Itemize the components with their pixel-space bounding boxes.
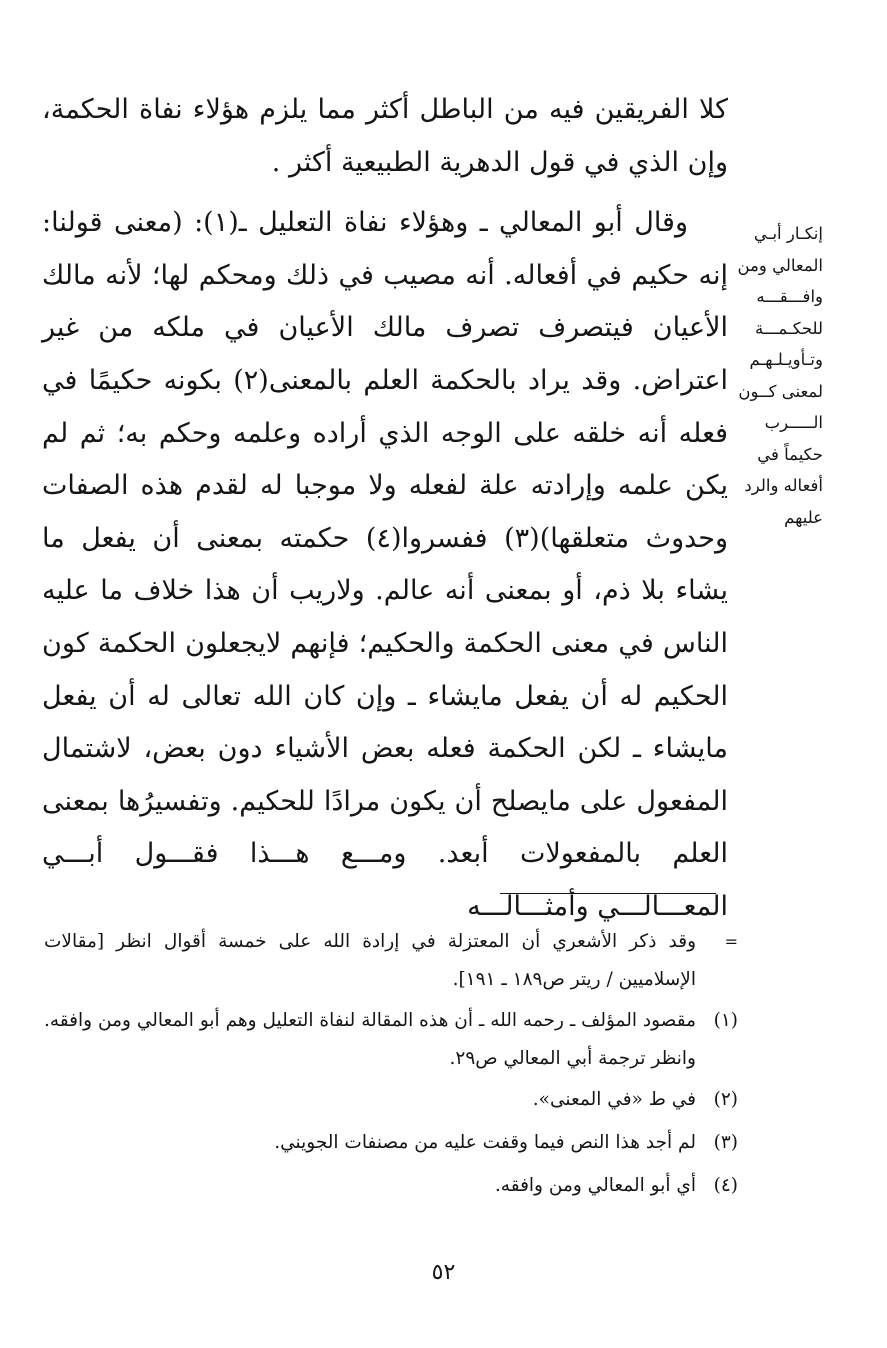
footnote-number: (٣) [713, 1132, 738, 1153]
margin-note-line: حكيماً في [757, 444, 823, 464]
footnote-text: مقصود المؤلف ـ رحمه الله ـ أن هذه المقالة لنفاة التعليل وهم أبو المعالي ومن وافقه. وانظر ترجمة أبي المعالي ص٢٩. [44, 1010, 696, 1069]
margin-note-line: عليهم [784, 507, 823, 527]
margin-note-line: للحكـمـــة [755, 318, 823, 338]
footnote-separator [500, 893, 716, 894]
margin-note-line: لمعنى كــون [738, 381, 823, 401]
footnote-marker: = [724, 932, 738, 951]
paragraph-2: وقال أبو المعالي ـ وهؤلاء نفاة التعليل ـ(١): (معنى قولنا: إنه حكيم في أفعاله. أنه مصيب في ذلك ومحكم لها؛ لأنه مالك الأعيان فيتصرف تصرف مالك الأعيان في ملكه من غير اعتراض. وقد يراد بالحكمة العلم بالمعنى(٢) بكونه حكيمًا في فعله أنه خلقه على الوجه الذي أراده وعلمه وحكم به؛ ثم لم يكن علمه وإرادته علة لفعله ولا موجبا له لقدم هذه الصفات وحدوث متعلقها)(٣) ففسروا(٤) حكمته بمعنى أن يفعل ما يشاء بلا ذم، أو بمعنى أنه عالم. ولاريب أن هذا خلاف ما عليه الناس في معنى الحكمة والحكيم؛ فإنهم لايجعلون الحكمة كون الحكيم له أن يفعل مايشاء ـ وإن كان الله تعالى له أن يفعل مايشاء ـ لكن الحكمة فعله بعض الأشياء دون بعض، لاشتمال المفعول على مايصلح أن يكون مرادًا للحكيم. وتفسيرُها بمعنى العلم بالمفعولات أبعد. ومـــع هـــذا فقـــول أبـــي المعـــالـــي وأمثـــالـــه [42, 207, 729, 922]
margin-note-line: المعالي ومن [737, 255, 823, 275]
footnote-number: (١) [713, 1010, 738, 1031]
footnote-number: (٤) [713, 1175, 738, 1196]
main-text [42, 84, 728, 934]
footnote-3 [44, 1123, 738, 1163]
margin-note-line: أفعاله والرد [744, 476, 823, 495]
footnote-2 [44, 1080, 738, 1120]
margin-note-line: إنكـار أبـي [753, 224, 823, 243]
footnote-number: (٢) [713, 1089, 738, 1110]
footnotes [44, 922, 738, 1209]
margin-note [731, 218, 823, 533]
paragraph-1: كلا الفريقين فيه من الباطل أكثر مما يلزم هؤلاء نفاة الحكمة، وإن الذي في قول الدهرية الطبيعية أكثر . [42, 94, 728, 178]
footnote-continuation [44, 922, 738, 998]
margin-note-line: وتـأويـلـهـم [749, 350, 823, 369]
footnote-1 [44, 1001, 738, 1077]
margin-note-line: وافـــقـــه [756, 287, 823, 306]
margin-note-line: الـــــرب [764, 413, 823, 432]
footnote-text: في ط «في المعنى». [532, 1089, 696, 1110]
footnote-text: لم أجد هذا النص فيما وقفت عليه من مصنفات الجويني. [274, 1132, 696, 1153]
footnote-text: أي أبو المعالي ومن وافقه. [494, 1175, 696, 1196]
page-number: ٥٢ [431, 1260, 456, 1285]
footnote-text: وقد ذكر الأشعري أن المعتزلة في إرادة الله على خمسة أقوال انظر [مقالات الإسلاميين / ريتر ص١٨٩ ـ ١٩١]. [44, 931, 696, 990]
footnote-4 [44, 1166, 738, 1206]
